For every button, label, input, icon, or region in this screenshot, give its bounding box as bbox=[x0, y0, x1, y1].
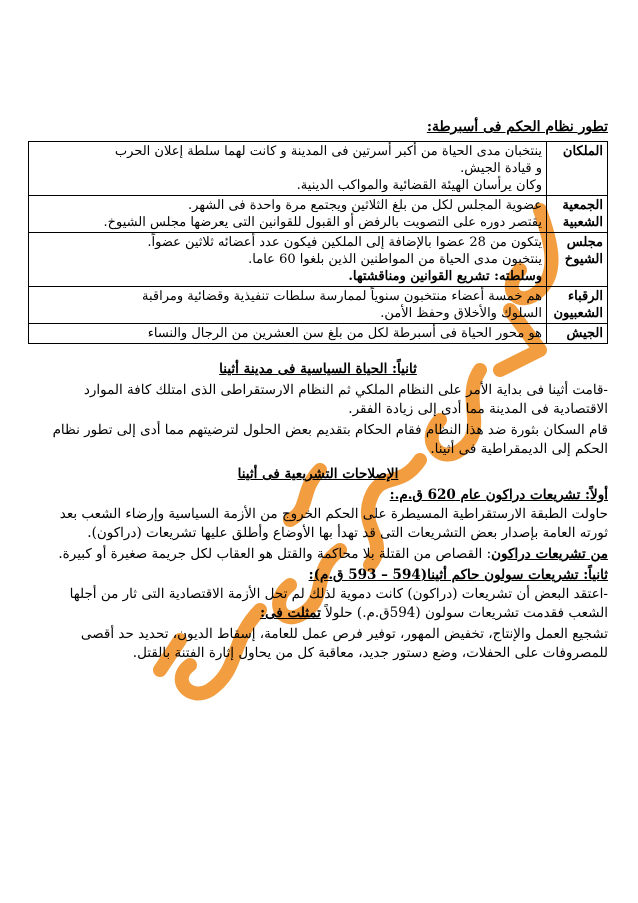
row-label: الرقباء الشعبيون bbox=[547, 287, 608, 324]
row-line: السلوك والأخلاق وحفظ الأمن. bbox=[380, 306, 542, 321]
row-line: وسلطته: تشريع القوانين ومناقشتها. bbox=[348, 269, 542, 284]
government-table bbox=[28, 141, 608, 344]
row-line: هم خمسة أعضاء منتخبون سنوياً لممارسة سلطات تنفيذية وقضائية ومراقبة bbox=[141, 289, 542, 304]
draco-examples-text: : القصاص من القتلة بلا محاكمة والقتل هو العقاب لكل جريمة صغيرة أو كبيرة. bbox=[58, 546, 492, 562]
row-label: الملكان bbox=[547, 142, 608, 196]
row-content bbox=[29, 324, 547, 344]
section2-paragraph-1: -قامت أثينا فى بداية الأمر على النظام الملكي ثم النظام الارستقراطى الذى امتلك كافة الموارد الاقتصادية فى المدينة مما أدى إلى زيادة الفقر. bbox=[83, 382, 608, 417]
solon-paragraph-2: تشجيع العمل والإنتاج، تخفيض المهور، توفير فرص عمل للعامة، إسقاط الديون، تحديد حد أقصى للمصروفات على الحفلات، وضع دستور جديد، معاقبة كل من يحاول إثارة الفتنة بالقتل. bbox=[80, 626, 608, 661]
row-line: ينتخبون مدى الحياة من المواطنين الذين بلغوا 60 عاما. bbox=[248, 252, 542, 267]
row-label: الجمعية الشعبية bbox=[547, 196, 608, 233]
table-row bbox=[29, 233, 608, 287]
table-row bbox=[29, 196, 608, 233]
main-heading: تطور نظام الحكم فى أسبرطة: bbox=[426, 119, 608, 135]
row-line: و قيادة الجيش. bbox=[460, 161, 542, 176]
solon-paragraph-1-text: -اعتقد البعض أن تشريعات (دراكون) كانت دموية لذلك لم تحل الأزمة الاقتصادية التى ثار من أجلها الشعب فقدمت تشريعات سولون (594ق.م.) حلولاً bbox=[69, 586, 608, 621]
table-row bbox=[29, 287, 608, 324]
row-line: يتكون من 28 عضوا بالإضافة إلى الملكين فيكون عدد أعضائه ثلاثين عضواً. bbox=[147, 235, 542, 250]
solon-title: ثانياً: تشريعات سولون حاكم أثينا(594 – 593 ق.م): bbox=[308, 567, 608, 583]
row-line: يقتصر دوره على التصويت بالرفض أو القبول للقوانين التى يعرضها مجلس الشيوخ. bbox=[103, 215, 542, 230]
table-row bbox=[29, 142, 608, 196]
reforms-title: الإصلاحات التشريعية فى أثينا bbox=[237, 466, 399, 482]
row-content bbox=[29, 196, 547, 233]
solon-paragraph-1-end: تمثلت فى: bbox=[260, 605, 321, 621]
row-line: وكان يرأسان الهيئة القضائية والمواكب الدينية. bbox=[296, 178, 542, 193]
row-line: عضوية المجلس لكل من بلغ الثلاثين ويجتمع مرة واحدة فى الشهر. bbox=[187, 198, 542, 213]
draco-examples bbox=[28, 545, 608, 564]
row-line: ينتخبان مدى الحياة من أكبر أسرتين فى المدينة و كانت لهما سلطة إعلان الحرب bbox=[114, 144, 542, 159]
row-content bbox=[29, 142, 547, 196]
draco-paragraph: حاولت الطبقة الارستقراطية المسيطرة على الحكم الخروج من الأزمة السياسية وإرضاء الشعب بعد ثورته العامة بإصدار بعض التشريعات التى قد تهدأ بها الأوضاع وأطلق عليها تشريعات (دراكون). bbox=[59, 506, 608, 541]
row-content bbox=[29, 233, 547, 287]
section2-paragraph-2: قام السكان بثورة ضد هذا النظام فقام الحكام بتقديم بعض الحلول لترضيتهم مما أدى إلى تطور نظام الحكم إلى الديمقراطية فى أثينا. bbox=[52, 422, 608, 457]
table-row bbox=[29, 324, 608, 344]
solon-paragraph-1 bbox=[28, 585, 608, 623]
row-label: مجلس الشيوخ bbox=[547, 233, 608, 287]
row-label: الجيش bbox=[547, 324, 608, 344]
draco-title: أولاً: تشريعات دراكون عام 620 ق.م.: bbox=[389, 487, 608, 503]
row-content bbox=[29, 287, 547, 324]
section2-title: ثانياً: الحياة السياسية فى مدينة أثينا bbox=[219, 361, 417, 377]
document-page bbox=[28, 118, 608, 665]
row-line: هو محور الحياة فى أسبرطة لكل من بلغ سن العشرين من الرجال والنساء bbox=[147, 326, 542, 341]
draco-examples-label: من تشريعات دراكون bbox=[491, 546, 608, 562]
